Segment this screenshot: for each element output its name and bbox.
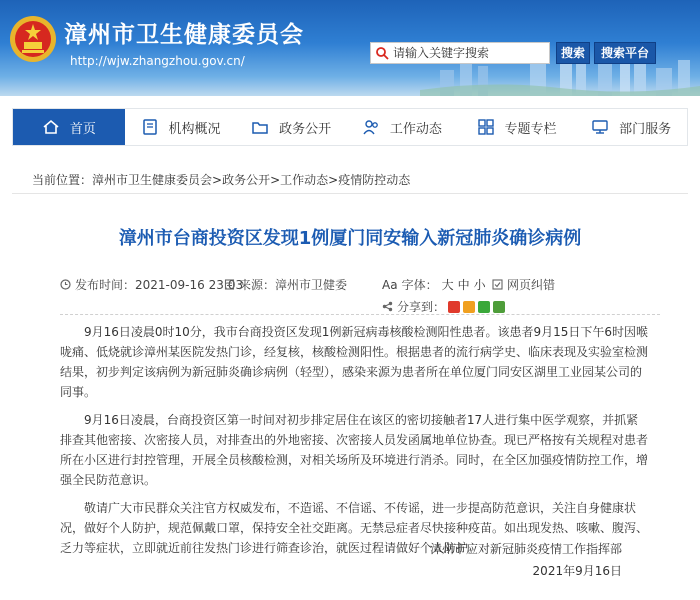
breadcrumb-link-home[interactable]: 漳州市卫生健康委员会 [92, 173, 213, 187]
nav-item-label: 部门服务 [619, 121, 672, 137]
search-button[interactable]: 搜索 [556, 42, 590, 64]
nav-item-work-news[interactable] [346, 109, 458, 145]
weibo-share-icon[interactable] [448, 301, 460, 313]
clock-icon [60, 279, 71, 290]
nav-item-label: 专题专栏 [504, 121, 557, 137]
monitor-icon [591, 118, 609, 136]
signature-date: 2021年9月16日 [532, 564, 622, 578]
document-icon [224, 279, 235, 290]
share-label: 分享到： [397, 300, 446, 314]
article-body [60, 322, 650, 558]
home-icon [42, 118, 60, 136]
article-title: 漳州市台商投资区发现1例厦门同安输入新冠肺炎确诊病例 [118, 228, 582, 249]
font-size-small[interactable]: 小 [473, 278, 486, 292]
national-emblem-icon [8, 14, 58, 64]
source-label: 来源： [239, 278, 276, 292]
nav-item-department-services[interactable] [575, 109, 687, 145]
breadcrumb-prefix: 当前位置： [32, 173, 93, 187]
nav-item-home[interactable] [13, 109, 125, 145]
publish-label: 发布时间： [75, 278, 136, 292]
font-size-medium[interactable]: 中 [457, 278, 470, 292]
grid-icon [477, 118, 495, 136]
article-meta [60, 276, 660, 294]
breadcrumb-link-public-affairs[interactable]: >政务公开 [212, 173, 271, 187]
nav-item-label: 政务公开 [279, 121, 332, 137]
wechat-share-icon[interactable] [478, 301, 490, 313]
search-input[interactable] [393, 46, 543, 60]
nav-item-label: 机构概况 [168, 121, 221, 137]
meta-divider [60, 314, 660, 315]
article-paragraph: 9月16日凌晨0时10分，我市台商投资区发现1例新冠病毒核酸检测阳性患者。该患者9月15日下午6时因喉咙痛、低烧就诊漳州某医院发热门诊，经复核，核酸检测阳性。根据患者的流行病学史、临床表现及实验室检测结果，初步判定该病例为新冠肺炎确诊病例（轻型），感染来源为患者所在单位厦门同安区湖里工业园某公司的同事。 [60, 325, 649, 399]
article-paragraph: 9月16日凌晨，台商投资区第一时间对初步排定居住在该区的密切接触者17人进行集中医学观察，并抓紧排查其他密接、次密接人员，对排查出的外地密接、次密接人员发函属地单位协查。现已严格按有关规程对患者所在小区进行封控管理，开展全员核酸检测，对相关场所及环境进行消杀。同时，在全区加强疫情防控工作，增强全民防范意识。 [60, 413, 649, 487]
nav-item-public-affairs[interactable] [236, 109, 346, 145]
people-icon [362, 118, 380, 136]
folder-icon [251, 118, 269, 136]
site-title: 漳州市卫生健康委员会 [64, 22, 304, 48]
nav-item-label: 首页 [69, 121, 96, 137]
nav-item-organization[interactable] [125, 109, 237, 145]
signature-org: 漳州市应对新冠肺炎疫情工作指挥部 [429, 542, 622, 556]
qzone-share-icon[interactable] [463, 301, 475, 313]
search-box [370, 42, 550, 64]
page-correction[interactable] [492, 276, 555, 293]
breadcrumb [12, 166, 688, 194]
breadcrumb-link-work-news[interactable]: >工作动态 [270, 173, 329, 187]
book-icon [141, 118, 159, 136]
correction-icon [492, 279, 503, 290]
main-nav [12, 108, 688, 146]
breadcrumb-link-epidemic[interactable]: >疫情防控动态 [328, 173, 411, 187]
publish-time [60, 276, 243, 293]
source-value: 漳州市卫健委 [275, 278, 348, 292]
font-size-control [382, 276, 486, 293]
publish-time-value: 2021-09-16 23:03 [135, 277, 244, 292]
correction-label: 网页纠错 [507, 278, 556, 292]
site-header [0, 0, 700, 96]
source [224, 276, 347, 293]
share-bar [382, 298, 505, 315]
nav-item-special-topics[interactable] [458, 109, 576, 145]
site-url: http://wjw.zhangzhou.gov.cn/ [70, 54, 245, 68]
search-platform-button[interactable]: 搜索平台 [594, 42, 656, 64]
nav-item-label: 工作动态 [389, 121, 442, 137]
search-icon [375, 46, 389, 60]
article-paragraph: 敬请广大市民群众关注官方权威发布，不造谣、不信谣、不传谣，进一步提高防范意识，关注自身健康状况，做好个人防护，规范佩戴口罩，保持安全社交距离。无禁忌症者尽快接种疫苗。如出现发热、咳嗽、腹泻、乏力等症状，立即就近前往发热门诊进行筛查诊治，就医过程请做好个人防护。 [60, 501, 649, 555]
douban-share-icon[interactable] [493, 301, 505, 313]
font-size-label: 字体： [401, 278, 438, 292]
font-size-large[interactable]: 大 [441, 278, 454, 292]
share-icon [382, 301, 393, 312]
font-size-icon: Aa [382, 277, 398, 292]
